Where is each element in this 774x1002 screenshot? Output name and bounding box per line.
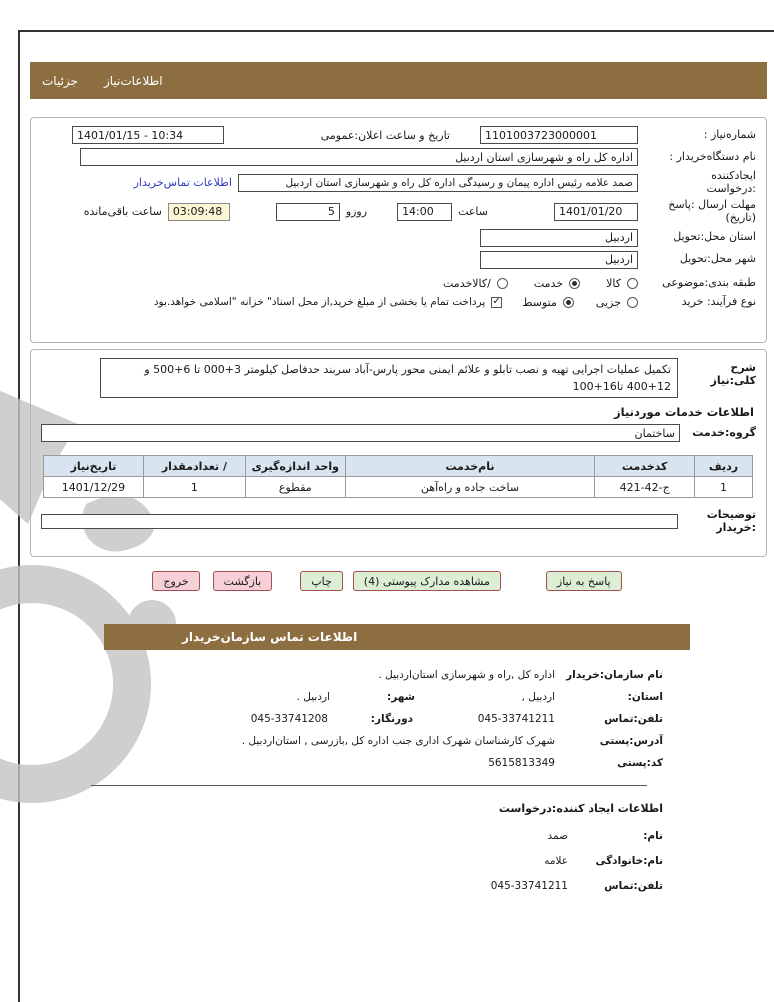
- contact-postal-label: کد:پستی: [617, 757, 663, 769]
- treasury-checkbox[interactable]: [491, 297, 502, 308]
- row-subject-category: [41, 277, 756, 290]
- deadline-time-field[interactable]: 14:00: [397, 203, 452, 221]
- col-row-number: ردیف: [695, 456, 753, 477]
- contact-address-label: آدرس:پستی: [599, 735, 663, 747]
- hour-label: ساعت: [458, 205, 488, 219]
- view-attachments-button[interactable]: مشاهده مدارک پیوستی (4): [353, 571, 501, 591]
- category-service-label: خدمت: [533, 276, 564, 290]
- cell-quantity: 1: [143, 477, 245, 498]
- exit-button[interactable]: خروج: [152, 571, 199, 591]
- treasury-label: پرداخت تمام یا بخشی از مبلغ خرید,از محل اسناد" خزانه "اسلامی خواهد.بود: [153, 296, 486, 309]
- back-button[interactable]: بازگشت: [213, 571, 273, 591]
- request-creator-label: [644, 170, 756, 195]
- tab-details[interactable]: جزئیات: [42, 73, 78, 88]
- row-reply-deadline: [41, 199, 756, 224]
- reply-deadline-label-line2: (تاریخ): [725, 210, 756, 224]
- services-table-header-row: [44, 456, 753, 477]
- process-medium-label: متوسط: [522, 295, 557, 309]
- row-process-type: [41, 296, 756, 309]
- buyer-org-field[interactable]: اداره کل راه و شهرسازی استان اردبیل: [80, 148, 638, 166]
- days-word-label: روزو: [345, 205, 368, 219]
- col-unit: واحد اندازه‌گیری: [245, 456, 345, 477]
- creator-family-value: علامه: [544, 855, 568, 867]
- contact-postal-value: 5615813349: [488, 757, 555, 769]
- category-goods-radio[interactable]: [627, 278, 638, 289]
- row-province-city: [104, 690, 663, 705]
- creator-phone-value: 045-33741211: [490, 880, 568, 892]
- buyer-org-label: نام دستگاه‌خریدار :: [669, 149, 756, 163]
- request-creator-label-line2: :درخواست: [706, 181, 756, 195]
- reply-deadline-label-line1: مهلت ارسال :پاسخ: [668, 198, 756, 212]
- buyer-notes-field[interactable]: [41, 514, 678, 529]
- delivery-province-field[interactable]: اردبیل: [480, 229, 638, 247]
- delivery-city-label: شهر محل:تحویل: [679, 252, 756, 266]
- col-service-name: نام‌خدمت: [345, 456, 594, 477]
- cell-service-name: ساخت جاده و راه‌آهن: [345, 477, 594, 498]
- countdown-timer: 03:09:48: [168, 203, 230, 221]
- tab-bar: [30, 62, 767, 99]
- col-quantity: / تعدادمقدار: [143, 456, 245, 477]
- request-creator-label-line1: ایجادکننده: [711, 169, 756, 182]
- row-service-group: [41, 424, 756, 442]
- contact-address-value: شهرک کارشناسان شهرک اداری جنب اداره کل ,بازرسی , استان‌اردبیل .: [241, 735, 555, 747]
- contact-city-label: شهر:: [387, 691, 415, 703]
- contact-phone-label: تلفن:تماس: [604, 713, 663, 725]
- print-button[interactable]: چاپ: [300, 571, 343, 591]
- service-group-field[interactable]: ساختمان: [41, 424, 680, 442]
- buyer-contact-section: [104, 668, 690, 904]
- service-group-label: گروه:خدمت: [692, 425, 756, 439]
- creator-family-label: نام:خانوادگی: [595, 855, 663, 867]
- category-goods-service-radio[interactable]: [497, 278, 508, 289]
- services-table: [43, 455, 753, 498]
- row-creator-name: [104, 829, 663, 844]
- tab-need-info[interactable]: اطلاعات‌نیاز: [103, 73, 163, 88]
- announce-datetime-field[interactable]: 1401/01/15 - 10:34: [72, 126, 224, 144]
- contact-fax-value: 045-33741208: [250, 713, 328, 725]
- service-table-row[interactable]: [44, 477, 753, 498]
- buyer-notes-label-line2: :خریدار: [716, 521, 756, 535]
- category-service-radio[interactable]: [569, 278, 580, 289]
- row-delivery-city: [41, 251, 756, 269]
- buyer-contact-link[interactable]: اطلاعات تماس‌خریدار: [133, 176, 232, 190]
- need-detail-panel: [30, 349, 767, 557]
- contact-province-label: استان:: [627, 691, 663, 703]
- row-org-name: [104, 668, 663, 683]
- buyer-notes-label: [684, 508, 756, 534]
- contact-phone-value: 045-33741211: [477, 713, 555, 725]
- announce-datetime-label: تاریخ و ساعت اعلان:عمومی: [320, 128, 450, 142]
- need-description-label: شرح کلی:نیاز: [710, 361, 756, 387]
- hours-remaining-label: ساعت باقی‌مانده: [83, 205, 162, 219]
- buyer-contact-header: [104, 624, 690, 650]
- action-buttons: [0, 571, 774, 591]
- row-postal-code: [104, 756, 663, 771]
- delivery-city-field[interactable]: اردبیل: [480, 251, 638, 269]
- row-buyer-notes: [41, 508, 756, 534]
- cell-unit: مقطوع: [245, 477, 345, 498]
- contact-province-value: اردبیل ,: [521, 691, 555, 703]
- row-creator-family: [104, 854, 663, 869]
- reply-to-need-button[interactable]: پاسخ به نیاز: [546, 571, 622, 591]
- row-creator-phone: [104, 879, 663, 894]
- process-minor-radio[interactable]: [627, 297, 638, 308]
- buyer-contact-heading: اطلاعات تماس سازمان‌خریدار: [182, 630, 358, 644]
- contact-city-value: اردبیل .: [296, 691, 330, 703]
- process-type-label: نوع فرآیند: خرید: [681, 294, 756, 308]
- request-creator-field[interactable]: صمد علامه رئیس اداره پیمان و رسیدگی اداره کل راه و شهرسازی استان اردبیل: [238, 174, 638, 192]
- need-description-box[interactable]: تکمیل عملیات اجرایی تهیه و نصب تابلو و علائم ایمنی محور پارس-آباد سربند حدفاصل کیلومتر 3+000 تا 6+500 و 12+400 تا16+100: [100, 358, 678, 398]
- process-medium-radio[interactable]: [563, 297, 574, 308]
- row-buyer-org: [41, 148, 756, 166]
- col-need-date: تاریخ‌نیاز: [44, 456, 144, 477]
- row-need-description: [41, 358, 756, 398]
- creator-name-label: نام:: [643, 830, 663, 842]
- buyer-notes-label-line1: توضیحات: [706, 508, 756, 522]
- contact-fax-label: دورنگار:: [370, 713, 413, 725]
- days-remaining-field[interactable]: 5: [276, 203, 340, 221]
- col-service-code: کدخدمت: [595, 456, 695, 477]
- services-heading: اطلاعات خدمات موردنیاز: [614, 405, 754, 420]
- subject-category-label: طبقه بندی:موضوعی: [662, 275, 756, 289]
- category-goods-label: کالا: [606, 276, 621, 290]
- cell-service-code: ج-42-421: [595, 477, 695, 498]
- row-request-creator: [41, 170, 756, 195]
- category-goods-service-label: /کالاخدمت: [443, 276, 491, 290]
- delivery-province-label: استان محل:تحویل: [673, 230, 756, 244]
- section-divider: [91, 785, 647, 786]
- org-name-label: نام سازمان:خریدار: [566, 669, 663, 681]
- org-name-value: اداره کل ,راه و شهرسازی استان‌اردبیل .: [378, 669, 555, 681]
- row-need-number: [41, 126, 756, 144]
- need-number-label: شماره‌نیاز :: [703, 127, 756, 141]
- need-number-field[interactable]: 1101003723000001: [480, 126, 638, 144]
- process-minor-label: جزیی: [595, 295, 621, 309]
- request-creator-heading: اطلاعات ایجاد کننده:درخواست: [498, 802, 663, 815]
- deadline-date-field[interactable]: 1401/01/20: [554, 203, 638, 221]
- reply-deadline-label: [644, 199, 756, 224]
- row-delivery-province: [41, 229, 756, 247]
- row-phone-fax: [104, 712, 663, 727]
- cell-need-date: 1401/12/29: [44, 477, 144, 498]
- row-address: [104, 734, 663, 749]
- need-summary-panel: [30, 117, 767, 343]
- creator-name-value: صمد: [547, 830, 568, 842]
- cell-row-number: 1: [695, 477, 753, 498]
- creator-phone-label: تلفن:تماس: [604, 880, 663, 892]
